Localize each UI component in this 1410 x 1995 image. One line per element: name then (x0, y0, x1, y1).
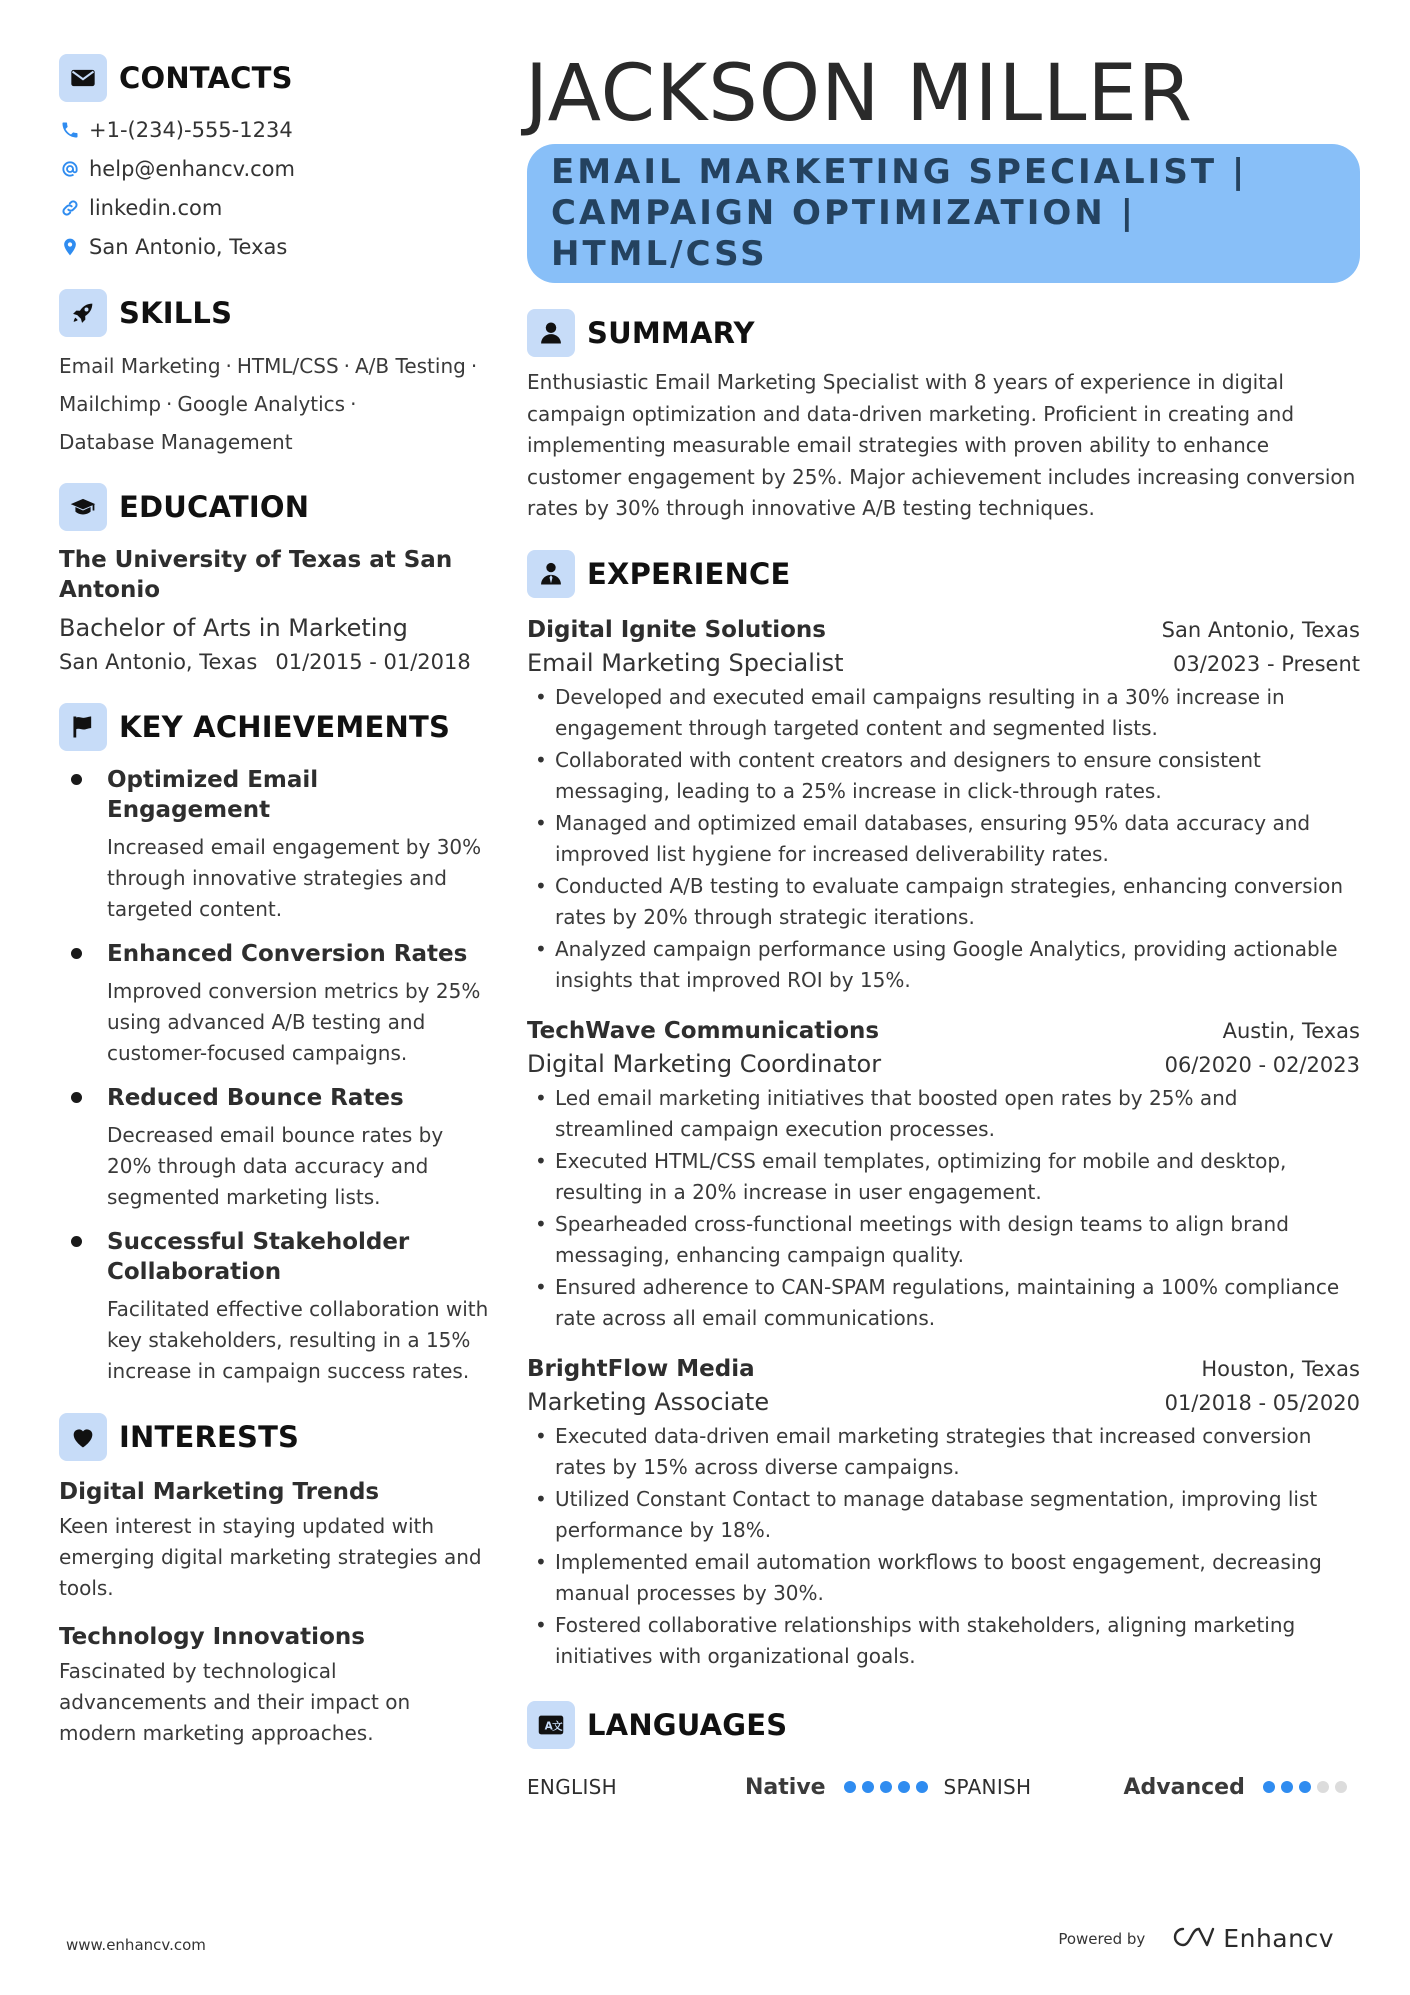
job-dates: 01/2018 - 05/2020 (1164, 1390, 1360, 1415)
achievements-list (59, 765, 489, 1387)
language-level: Advanced (1123, 1774, 1245, 1800)
summary-text: Enthusiastic Email Marketing Specialist with 8 years of experience in digital campaign optimization and data-driven marketing. Proficient in creating and implementing measurable email strategies with proven ability to enhance customer engagement by 25%. Major achievement includes increasing conversion rates by 30% through innovative A/B testing techniques. (527, 370, 1356, 520)
contact-location (59, 227, 489, 266)
job-role: Email Marketing Specialist (527, 648, 844, 677)
language-item (527, 1775, 944, 1800)
interest-text: Fascinated by technological advancements and their impact on modern marketing approaches. (59, 1659, 411, 1745)
interest-title: Digital Marketing Trends (59, 1479, 380, 1505)
achievement-text: Improved conversion metrics by 25% using advanced A/B testing and customer-focused campaigns. (107, 979, 481, 1065)
proficiency-dot-filled (880, 1781, 892, 1793)
job-entry (527, 1353, 1360, 1673)
job-bullet: • Led email marketing initiatives that boosted open rates by 25% and streamlined campaign execution processes. (527, 1083, 1360, 1146)
bullet-dot (71, 1092, 82, 1103)
education-header (59, 483, 489, 531)
job-bullet: • Executed HTML/CSS email templates, optimizing for mobile and desktop, resulting in a 20% increase in user engagement. (527, 1146, 1360, 1209)
job-company: TechWave Communications (527, 1017, 880, 1044)
languages-list (527, 1775, 1360, 1800)
headline-banner: EMAIL MARKETING SPECIALIST | CAMPAIGN OPTIMIZATION | HTML/CSS (527, 144, 1360, 283)
svg-text:文: 文 (552, 1720, 563, 1733)
experience-title: EXPERIENCE (587, 556, 791, 591)
contact-phone (59, 110, 489, 149)
job-role: Marketing Associate (527, 1387, 770, 1416)
achievement-item (59, 939, 489, 1069)
language-level: Native (745, 1774, 826, 1800)
proficiency-dot-empty (1317, 1781, 1329, 1793)
enhancv-logo-icon (1171, 1925, 1215, 1953)
proficiency-dot-filled (916, 1781, 928, 1793)
contacts-header (59, 54, 489, 102)
job-company: BrightFlow Media (527, 1355, 755, 1382)
job-bullet: • Spearheaded cross-functional meetings with design teams to align brand messaging, enhancing campaign quality. (527, 1209, 1360, 1272)
at-sign-icon (59, 158, 81, 180)
job-bullet: • Implemented email automation workflows to boost engagement, decreasing manual processes by 30%. (527, 1547, 1360, 1610)
flag-icon (59, 703, 107, 751)
proficiency-dot-filled (844, 1781, 856, 1793)
summary-title: SUMMARY (587, 316, 755, 350)
svg-text:A: A (544, 1720, 553, 1733)
job-company: Digital Ignite Solutions (527, 616, 826, 643)
skills-title: SKILLS (119, 296, 233, 330)
job-bullet: • Managed and optimized email databases, ensuring 95% data accuracy and improved list hygiene for increased deliverability rates. (527, 808, 1360, 871)
skill-item: A/B Testing (355, 354, 466, 378)
interest-text: Keen interest in staying updated with emerging digital marketing strategies and tools. (59, 1514, 482, 1600)
footer-website[interactable]: www.enhancv.com (66, 1936, 206, 1954)
heart-icon (59, 1413, 107, 1461)
achievement-text: Facilitated effective collaboration with key stakeholders, resulting in a 15% increase in campaign success rates. (107, 1297, 489, 1383)
skill-item: Database Management (59, 430, 293, 454)
achievement-title: Optimized Email Engagement (107, 767, 319, 823)
education-location: San Antonio, Texas (59, 650, 258, 674)
contact-linkedin[interactable] (59, 188, 489, 227)
education-dates: 01/2015 - 01/2018 (275, 650, 471, 674)
education-school: The University of Texas at San Antonio (59, 547, 453, 603)
skill-item: HTML/CSS (236, 354, 339, 378)
job-entry (527, 614, 1360, 997)
achievement-text: Decreased email bounce rates by 20% through data accuracy and segmented marketing lists. (107, 1123, 444, 1209)
job-bullet: • Executed data-driven email marketing strategies that increased conversion rates by 15% across diverse campaigns. (527, 1421, 1360, 1484)
skill-item: Email Marketing (59, 354, 221, 378)
envelope-icon (59, 54, 107, 102)
achievement-title: Enhanced Conversion Rates (107, 941, 468, 967)
bullet-dot (71, 948, 82, 959)
job-dates: 06/2020 - 02/2023 (1164, 1052, 1360, 1077)
job-location: Houston, Texas (1201, 1356, 1360, 1381)
skill-item: Google Analytics (177, 392, 346, 416)
job-location: San Antonio, Texas (1161, 617, 1360, 642)
achievement-title: Reduced Bounce Rates (107, 1085, 404, 1111)
language-proficiency-dots (1263, 1781, 1347, 1793)
map-pin-icon (59, 236, 81, 258)
language-item (944, 1775, 1361, 1800)
job-bullets (527, 682, 1360, 997)
job-bullet: • Utilized Constant Contact to manage database segmentation, improving list performance by 18%. (527, 1484, 1360, 1547)
rocket-icon (59, 289, 107, 337)
education-degree: Bachelor of Arts in Marketing (59, 614, 408, 642)
job-bullet: • Collaborated with content creators and designers to ensure consistent messaging, leading to a 25% increase in click-through rates. (527, 745, 1360, 808)
proficiency-dot-filled (1281, 1781, 1293, 1793)
job-bullet: • Analyzed campaign performance using Google Analytics, providing actionable insights that improved ROI by 15%. (527, 934, 1360, 997)
interests-list (59, 1477, 489, 1749)
achievement-title: Successful Stakeholder Collaboration (107, 1229, 410, 1285)
languages-title: LANGUAGES (587, 1707, 788, 1742)
job-dates: 03/2023 - Present (1173, 651, 1360, 676)
businessman-icon (527, 550, 575, 598)
job-bullet: • Ensured adherence to CAN-SPAM regulations, maintaining a 100% compliance rate across all email communications. (527, 1272, 1360, 1335)
graduation-cap-icon (59, 483, 107, 531)
contact-email-text[interactable]: help@enhancv.com (89, 156, 295, 181)
skill-item: Mailchimp (59, 392, 162, 416)
contact-location-text: San Antonio, Texas (89, 234, 288, 259)
contact-email[interactable] (59, 149, 489, 188)
skills-list: Email Marketing · HTML/CSS · A/B Testing · Mailchimp · Google Analytics · Database Management (59, 354, 478, 454)
proficiency-dot-filled (1299, 1781, 1311, 1793)
right-column (525, 49, 1360, 1800)
achievement-item (59, 1227, 489, 1387)
job-bullets (527, 1421, 1360, 1673)
contact-phone-text: +1-(234)-555-1234 (89, 117, 293, 142)
translate-icon (527, 1701, 575, 1749)
achievement-item (59, 1083, 489, 1213)
education-title: EDUCATION (119, 490, 310, 524)
footer-branding (1058, 1924, 1334, 1953)
job-entry (527, 1015, 1360, 1335)
achievement-item (59, 765, 489, 925)
powered-by-label: Powered by (1058, 1929, 1146, 1948)
language-proficiency-dots (844, 1781, 928, 1793)
achievements-header (59, 703, 489, 751)
skills-header (59, 289, 489, 337)
enhancv-brand-name: Enhancv (1223, 1924, 1334, 1953)
left-column (59, 54, 489, 1749)
proficiency-dot-empty (1335, 1781, 1347, 1793)
proficiency-dot-filled (862, 1781, 874, 1793)
user-icon (527, 309, 575, 357)
job-bullet: • Developed and executed email campaigns resulting in a 30% increase in engagement through targeted content and segmented lists. (527, 682, 1360, 745)
contacts-list (59, 110, 489, 266)
proficiency-dot-filled (1263, 1781, 1275, 1793)
contact-linkedin-text[interactable]: linkedin.com (89, 195, 223, 220)
link-icon (59, 197, 81, 219)
language-name: SPANISH (943, 1775, 1032, 1799)
job-role: Digital Marketing Coordinator (527, 1049, 882, 1078)
job-bullet: • Conducted A/B testing to evaluate campaign strategies, enhancing conversion rates by 20% through strategic iterations. (527, 871, 1360, 934)
job-bullets (527, 1083, 1360, 1335)
education-meta (59, 647, 489, 677)
summary-header (527, 309, 1360, 357)
bullet-dot (71, 774, 82, 785)
bullet-dot (71, 1236, 82, 1247)
interests-title: INTERESTS (119, 1420, 300, 1454)
languages-header (527, 1701, 1360, 1749)
achievements-title: KEY ACHIEVEMENTS (119, 710, 451, 744)
phone-icon (59, 119, 81, 141)
job-location: Austin, Texas (1222, 1018, 1360, 1043)
candidate-name: JACKSON MILLER (525, 49, 1193, 139)
interests-header (59, 1413, 489, 1461)
achievement-text: Increased email engagement by 30% through innovative strategies and targeted content. (107, 835, 482, 921)
interest-title: Technology Innovations (59, 1624, 365, 1650)
language-name: ENGLISH (527, 1775, 617, 1799)
experience-header (527, 550, 1360, 598)
proficiency-dot-filled (898, 1781, 910, 1793)
contacts-title: CONTACTS (119, 61, 293, 95)
job-bullet: • Fostered collaborative relationships with stakeholders, aligning marketing initiatives with organizational goals. (527, 1610, 1360, 1673)
